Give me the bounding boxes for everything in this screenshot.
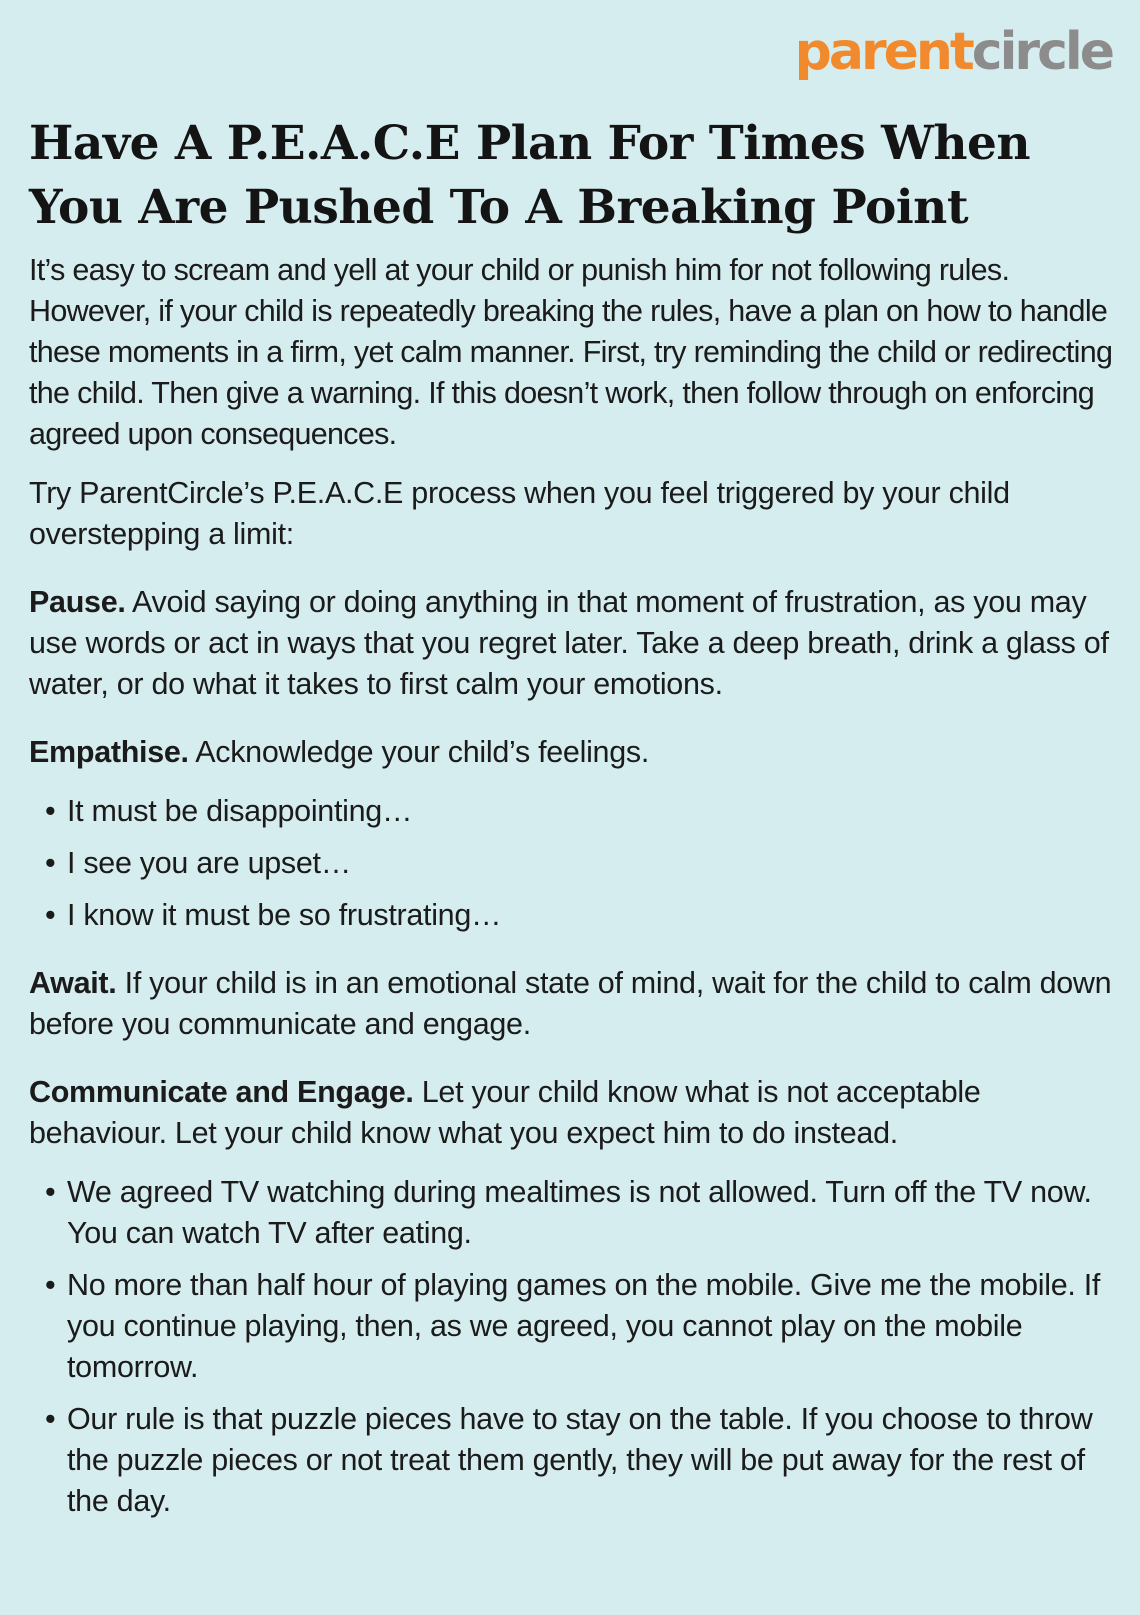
list-item: • Our rule is that puzzle pieces have to stay on the table. If you choose to throw the puzzle pieces or not treat them gently, they will be put away for the rest of the day. [45,1402,1093,1518]
step-await-text: If your child is in an emotional state of mind, wait for the child to calm down before you communicate and engage. [29,966,1112,1041]
list-item: • I know it must be so frustrating… [45,898,502,932]
step-communicate [29,1072,1119,1154]
step-await-label: Await. [29,966,117,1000]
step-await [29,963,1119,1045]
parentcircle-logo [794,22,1112,82]
step-pause-label: Pause. [29,585,126,619]
list-item: • I see you are upset… [45,846,351,880]
list-item: • No more than half hour of playing games on the mobile. Give me the mobile. If you continue playing, then, as we agreed, you cannot play on the mobile tomorrow. [45,1268,1101,1384]
title-line-1: Have A P.E.A.C.E Plan For Times When [29,116,1031,171]
title-line-2: You Are Pushed To A Breaking Point [29,180,969,235]
communicate-examples [29,1172,1119,1522]
article-body [29,112,1119,1522]
step-pause [29,582,1119,705]
step-pause-text: Avoid saying or doing anything in that moment of frustration, as you may use words or act in ways that you regret later. Take a deep breath, drink a glass of water, or do what it takes to first calm your emotions. [29,585,1109,701]
step-empathise-text: Acknowledge your child’s feelings. [188,735,649,769]
step-communicate-text: Let your child know what is not acceptable behaviour. Let your child know what you expect him to do instead. [29,1075,981,1150]
step-communicate-label: Communicate and Engage. [29,1075,414,1109]
intro-paragraph: It’s easy to scream and yell at your child or punish him for not following rules. However, if your child is repeatedly breaking the rules, have a plan on how to handle these moments in a firm, yet calm manner. First, try reminding the child or redirecting the child. Then give a warning. If this doesn’t work, then follow through on enforcing agreed upon consequences. [29,253,1113,451]
list-item: • It must be disappointing… [45,794,413,828]
page-title [29,112,1119,240]
step-empathise-label: Empathise. [29,735,189,769]
empathise-examples [29,791,1119,936]
list-item: • We agreed TV watching during mealtimes is not allowed. Turn off the TV now. You can watch TV after eating. [45,1175,1092,1250]
step-empathise [29,732,1119,773]
logo-parent: parent [794,22,972,82]
process-intro: Try ParentCircle’s P.E.A.C.E process when you feel triggered by your child overstepping a limit: [29,476,1010,551]
logo-circle: circle [971,22,1112,82]
